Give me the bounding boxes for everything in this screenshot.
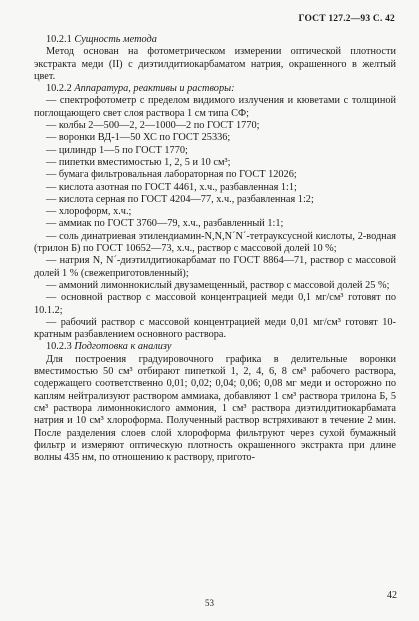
list-item: — колбы 2—500—2, 2—1000—2 по ГОСТ 1770; <box>46 120 260 132</box>
list-item: — основной раствор с массовой концентрацией меди 0,1 мг/см³ готовят по 10.1.2; <box>34 292 396 316</box>
list-item: — кислота серная по ГОСТ 4204—77, х.ч., разбавленная 1:2; <box>46 193 314 205</box>
list-item: — воронки ВД-1—50 ХС по ГОСТ 25336; <box>46 132 231 144</box>
section-number: 10.2.2 <box>46 83 72 95</box>
list-item: — спектрофотометр с пределом видимого излучения и кюветами с толщиной поглощающего свет слоя раствора 1 см типа СФ; <box>34 95 396 119</box>
list-item: — бумага фильтровальная лабораторная по ГОСТ 12026; <box>46 169 297 181</box>
paragraph-method: Метод основан на фотометрическом измерении оптической плотности экстракта меди (II) с диэтилдитиокарбаматом натрия, окрашенного в желтый цвет. <box>34 46 396 82</box>
section-title: Подготовка к анализу <box>74 341 172 353</box>
section-title: Сущность метода <box>74 34 157 45</box>
list-item: — пипетки вместимостью 1, 2, 5 и 10 см³; <box>46 156 231 168</box>
list-item: — аммиак по ГОСТ 3760—79, х.ч., разбавленный 1:1; <box>46 218 284 230</box>
section-title: Аппаратура, реактивы и растворы: <box>74 83 235 95</box>
list-item: — рабочий раствор с массовой концентрацией меди 0,01 мг/см³ готовят 10-кратным разбавлением основного раствора. <box>34 316 396 341</box>
list-item: — кислота азотная по ГОСТ 4461, х.ч., разбавленная 1:1; <box>46 181 297 193</box>
page-number-right: 42 <box>387 590 397 601</box>
list-item: — цилиндр 1—5 по ГОСТ 1770; <box>46 144 188 156</box>
page-content <box>34 34 396 464</box>
section-heading-equipment <box>34 83 396 95</box>
section-heading-preparation <box>34 341 396 353</box>
list-item: — натрия N, N´-диэтилдитиокарбамат по ГОСТ 8864—71, раствор с массовой долей 1 % (свежеприготовленный); <box>34 255 396 279</box>
list-item: — соль динатриевая этилендиамин-N,N,N´N´-тетрауксусной кислоты, 2-водная (трилон Б) по ГОСТ 10652—73, х.ч., раствор с массовой долей 10 %; <box>34 230 396 255</box>
list-item: — аммоний лимоннокислый двузамещенный, раствор с массовой долей 25 %; <box>46 279 390 291</box>
section-number: 10.2.1 <box>46 34 72 45</box>
section-number: 10.2.3 <box>46 341 72 353</box>
page-number-center: 53 <box>205 598 214 608</box>
paragraph-preparation: Для построения градуировочного графика в делительные воронки вместимостью 50 см³ отбирают пипеткой 1, 2, 4, 6, 8 см³ рабочего раствора, содержащего соответственно 0,01; 0,02; 0,04; 0,06; 0,08 мг меди и осторожно по каплям нейтрализуют раствором аммиака, добавляют 1 см³ раствора трилона Б, 5 см³ раствора лимоннокислого аммония, 1 см³ раствора диэтилдитиокарбамата натрия и 10 см³ хлороформа. Полученный раствор встряхивают в течение 2 мин. После разделения слоев слой хлороформа фильтруют через сухой бумажный фильтр и измеряют оптическую плотность окрашенного экстракта при длине волны 435 нм, по отношению к раствору, пригото- <box>34 353 396 464</box>
list-item: — хлороформ, х.ч.; <box>46 206 132 218</box>
section-heading-essence <box>34 34 396 46</box>
page-header: ГОСТ 127.2—93 С. 42 <box>298 14 395 24</box>
